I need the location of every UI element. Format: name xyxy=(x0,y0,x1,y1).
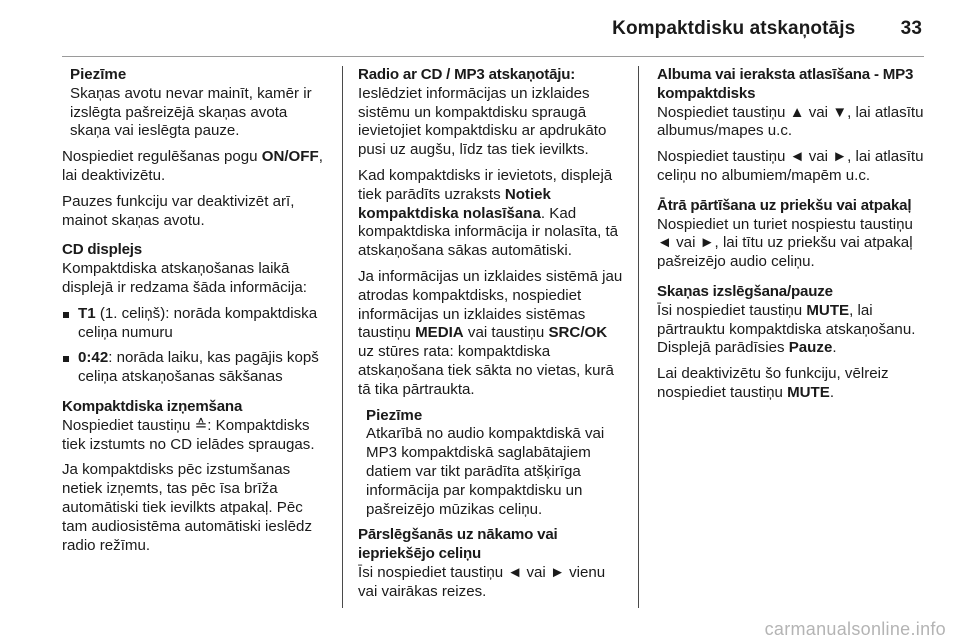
watermark: carmanualsonline.info xyxy=(764,619,946,639)
note-title: Piezīme xyxy=(366,406,423,424)
column-divider-2 xyxy=(638,66,639,608)
paragraph: Ja informācijas un izklaides sistēmā jau atrodas kompaktdisks, nospiediet informācijas un izklaides sistēmas taustiņu MEDIA vai taustiņu SRC/​OK uz stūres rata: kompaktdiska atskaņošana tiek sākta no vietas, kurā tā tika pārtraukta. xyxy=(358,267,623,398)
paragraph: Lai deaktivizētu šo funkciju, vēlreiz nospiediet taustiņu MUTE. xyxy=(657,365,889,401)
note-text: Atkarībā no audio kompaktdiskā vai MP3 kompaktdiskā saglabātajiem datiem var tikt parādīta atšķirīga informācija par kompaktdisku un pašreizējo mūzikas celiņu. xyxy=(366,425,605,518)
section-heading-eject: Kompaktdiska izņemšana xyxy=(62,397,243,415)
paragraph: Nospiediet taustiņu ▲ vai ▼, lai atlasītu albumus/mapes u.c. xyxy=(657,103,924,140)
section-heading-fast-seek: Ātrā pārtīšana uz priekšu vai atpakaļ xyxy=(657,196,912,214)
paragraph: Kad kompaktdisks ir ievietots, displejā tiek parādīts uzraksts Notiek kompaktdiska nolasīšana. Kad kompaktdiska informācija ir nolasīta, tā atskaņošana sākas automātiski. xyxy=(358,166,619,260)
note-block xyxy=(358,407,624,520)
paragraph: Kompaktdiska atskaņošanas laikā displejā ir redzama šāda informācija: xyxy=(62,260,307,296)
section-heading-track-switch: Pārslēgšanās uz nākamo vai iepriekšējo celiņu xyxy=(358,526,558,563)
page-number: 33 xyxy=(900,18,922,39)
paragraph: Īsi nospiediet taustiņu ◄ vai ► vienu vai vairākas reizes. xyxy=(358,563,606,600)
paragraph: Ieslēdziet informācijas un izklaides sistēmu un kompaktdisku spraugā ievietojiet kompaktdisku ar apdrukāto pusi uz augšu, līdz tas tiek ievilkts. xyxy=(358,84,607,159)
section-heading-radio-cd: Radio ar CD / MP3 atskaņotāju: xyxy=(358,66,576,83)
paragraph: Nospiediet regulēšanas pogu ON/​OFF, lai deaktivizētu. xyxy=(62,148,323,184)
note-block xyxy=(62,66,328,141)
list-item: 0:42: norāda laiku, kas pagājis kopš celiņa atskaņošanas sākšanas xyxy=(62,349,328,387)
column-3 xyxy=(657,66,927,410)
section-heading-album-select: Albuma vai ieraksta atlasīšana - MP3 kompaktdisks xyxy=(657,66,914,102)
page-header xyxy=(612,18,922,40)
column-1 xyxy=(62,66,328,562)
paragraph: Nospiediet un turiet nospiestu taustiņu ◄ vai ►, lai tītu uz priekšu vai atpakaļ pašreizējo audio celiņu. xyxy=(657,215,913,271)
note-text: Skaņas avotu nevar mainīt, kamēr ir izslēgta pašreizējā skaņas avota skaņa vai ieslēgta pauze. xyxy=(70,84,312,140)
note-title: Piezīme xyxy=(70,66,127,83)
paragraph: Nospiediet taustiņu ≙: Kompaktdisks tiek izstumts no CD ielādes spraugas. xyxy=(62,416,315,453)
section-heading-mute: Skaņas izslēgšana/pauze xyxy=(657,282,833,300)
section-heading-cd-display: CD displejs xyxy=(62,241,142,259)
list-item: T1 (1. celiņš): norāda kompaktdiska celiņa numuru xyxy=(62,305,328,343)
paragraph: Ja kompaktdisks pēc izstumšanas netiek izņemts, tas pēc īsa brīža automātiski tiek ievilkts atpakaļ. Pēc tam audiosistēma automātiski ieslēdz radio režīmu. xyxy=(62,461,312,554)
paragraph: Nospiediet taustiņu ◄ vai ►, lai atlasītu celiņu no albumiem/mapēm u.c. xyxy=(657,148,924,184)
paragraph: Īsi nospiediet taustiņu MUTE, lai pārtrauktu kompaktdiska atskaņošanu. Displejā parādīsies Pauze. xyxy=(657,301,916,357)
column-divider-1 xyxy=(342,66,343,608)
eject-icon: ≙ xyxy=(194,416,208,434)
header-rule xyxy=(62,56,924,57)
column-2 xyxy=(358,66,624,609)
page-title: Kompaktdisku atskaņotājs xyxy=(612,18,856,39)
paragraph: Pauzes funkciju var deaktivizēt arī, mainot skaņas avotu. xyxy=(62,192,295,229)
